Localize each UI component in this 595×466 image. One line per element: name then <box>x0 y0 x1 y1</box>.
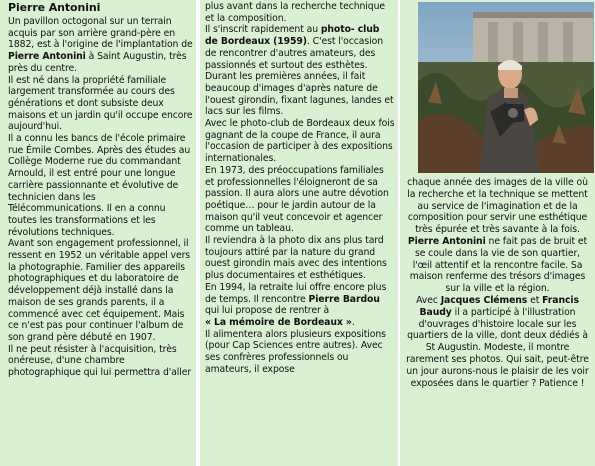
text: Il s'inscrit rapidement au <box>205 24 321 36</box>
text: . <box>351 316 355 328</box>
paragraph: Il ne peut résister à l'acquisition, très onéreuse, d'une chambre photographique qui lui permettra d'aller <box>8 343 192 379</box>
text: Avec <box>416 294 441 306</box>
paragraph: Avec le photo-club de Bordeaux deux fois gagnant de la coupe de France, il aura l'occasion de participer à des expositions internationales. <box>205 118 395 165</box>
club-highlight: photo- club de Bordeaux (1959) <box>205 24 380 48</box>
paragraph: Il alimentera alors plusieurs expositions (pour Cap Sciences entre autres). Avec ses confrères professionnels ou amateurs, il expose <box>205 328 386 375</box>
paragraph <box>404 236 591 295</box>
paragraph: Il reviendra à la photo dix ans plus tard toujours attiré par la nature du grand ouest girondin mais avec des intentions plus documentaires et esthétiques. <box>205 235 387 282</box>
paragraph: chaque année des images de la ville où la recherche et la technique se mettent au service de l'imagination et de la composition pour servir une esthétique très épurée et très savante à la fois. <box>407 177 588 236</box>
association-highlight: « La mémoire de Bordeaux » <box>205 316 352 328</box>
name-highlight: Pierre Antonini <box>407 235 486 247</box>
paragraph: Il est né dans la propriété familiale largement transformée au cours des générations et dont subsiste deux maisons et un jardin qu'il occupe encore aujourd'hui. <box>8 74 193 133</box>
paragraph-intro <box>8 16 193 75</box>
text: Un pavillon octogonal sur un terrain acquis par son arrière grand-père en 1882, est à l'origine de l'implantation de <box>8 16 193 51</box>
paragraph: Il a connu les bancs de l'école primaire rue Émile Combes. Après des études au Collège Moderne rue du commandant Arnould, il est entré pour une longue carrière passionnante et évolutive de technicien dans les Télécommunications. Il en a connu toutes les transformations et les révolutions techniques. <box>8 133 191 238</box>
text: et <box>527 294 543 306</box>
text: à Saint Augustin, très près du centre. <box>8 51 187 74</box>
paragraph: Avant son engagement professionnel, il ressent en 1952 un véritable appel vers la photographie. Familier des appareils photographiques et du laboratoire de développement déjà installé dans la maison de ses grands parents, il a commencé avec cet équipement. Mais ce n'est pas pour continuer l'album de son grand père débuté en 1907. <box>8 238 191 343</box>
text: En 1994, la retraite lui offre encore plus de temps. Il rencontre <box>205 281 387 305</box>
column-1 <box>0 0 196 466</box>
paragraph <box>205 282 395 329</box>
paragraph: En 1973, des préoccupations familiales et professionnelles l'éloigneront de sa passion. Il aura alors une autre dévotion poétique… pour le jardin autour de la maison qu'il veut concevoir et agencer comme un tableau. <box>205 164 389 235</box>
text: . C'est l'occasion de rencontrer d'autres amateurs, des passionnés et surtout des esthètes. Durant les premières années, il fait beaucoup d'images d'après nature de l'ouest girondin, fixant lagunes, landes et lacs sur les films. <box>205 36 394 118</box>
column-3 <box>400 175 595 466</box>
text: ne fait pas de bruit et se coule dans la vie de son quartier, l'œil attentif et la rencontre facile. Sa maison renferme des trésors d'images sur la ville et la région. <box>409 235 588 295</box>
paragraph <box>205 24 395 118</box>
column-2 <box>200 0 398 466</box>
paragraph <box>404 295 591 389</box>
name-highlight: Jacques Clémens <box>440 294 528 306</box>
name-highlight: Pierre Bardou <box>308 293 380 305</box>
name-highlight: Pierre Antonini <box>8 51 86 63</box>
text: il a participé à l'illustration d'ouvrages d'histoire locale sur les quartiers de la ville, dont deux dédiés à St Augustin. Modeste, il montre rarement ses photos. Qui sait, peut-être un jour aurons-nous le plaisir de les voir exposées dans le quartier ? Patience ! <box>406 306 589 389</box>
photographer-photo-image <box>418 2 594 173</box>
text: qui lui propose de rentrer à <box>205 305 330 317</box>
photo <box>418 2 594 173</box>
article-title: Pierre Antonini <box>8 1 101 14</box>
paragraph: plus avant dans la recherche technique et la composition. <box>205 1 386 24</box>
name-highlight: Francis Baudy <box>419 294 579 318</box>
